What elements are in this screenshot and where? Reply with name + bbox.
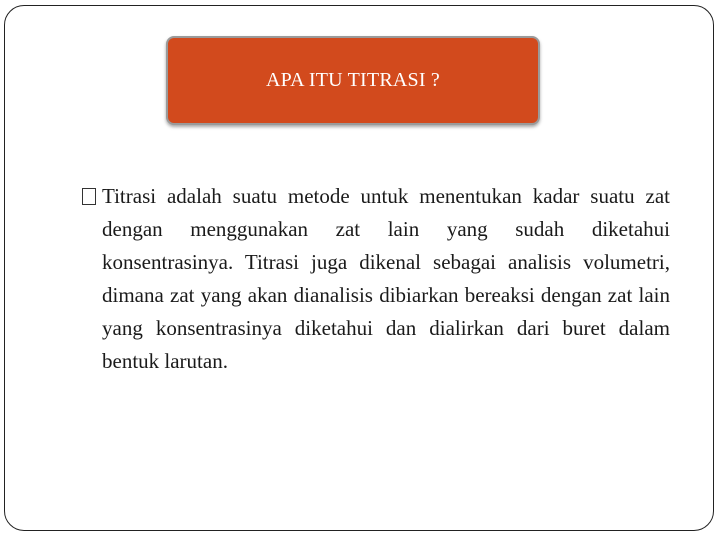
body-paragraph (82, 180, 670, 378)
body-text: Titrasi adalah suatu metode untuk menentukan kadar suatu zat dengan menggunakan zat lain yang sudah diketahui konsentrasinya. Titrasi juga dikenal sebagai analisis volumetri, dimana zat yang akan dianalisis dibiarkan bereaksi dengan zat lain yang konsentrasinya diketahui dan dialirkan dari buret dalam bentuk larutan. (102, 184, 670, 373)
title-box (166, 36, 540, 125)
placeholder-box-icon (82, 188, 96, 205)
slide-title: APA ITU TITRASI ? (266, 69, 440, 91)
